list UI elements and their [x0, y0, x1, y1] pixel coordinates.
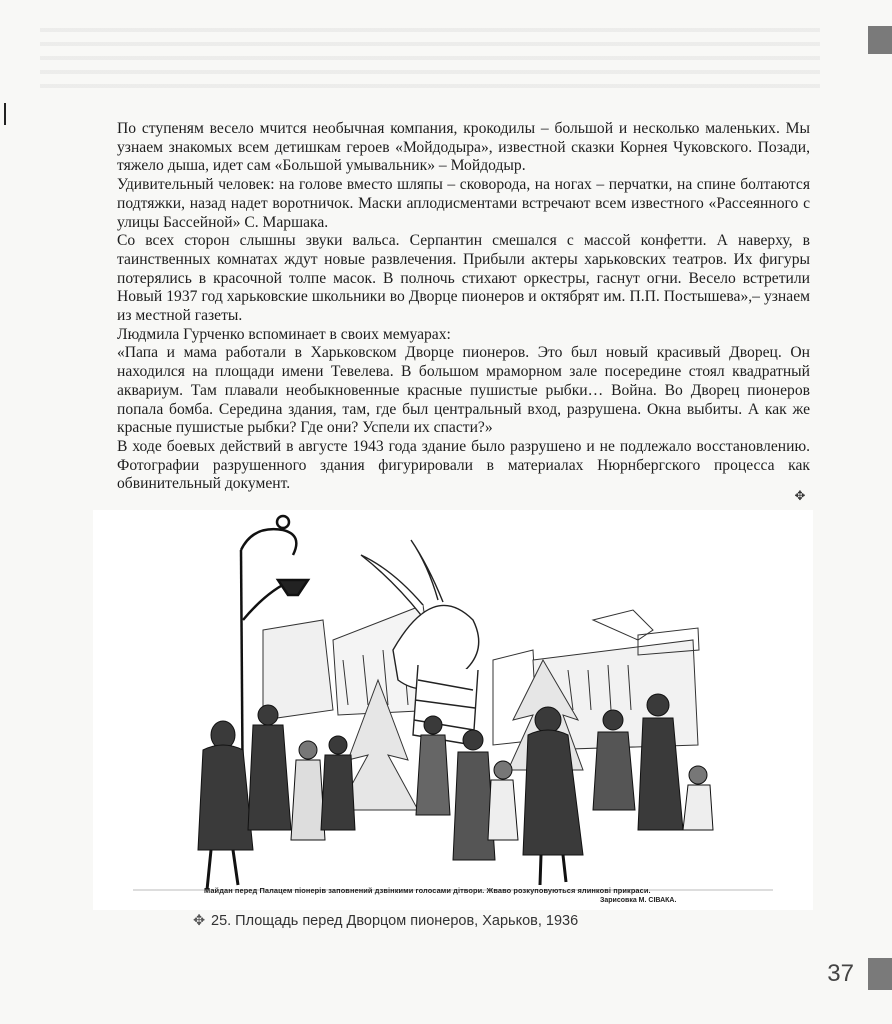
- quote-paragraph: «Папа и мама работали в Харьковском Дворце пионеров. Это был новый красивый Дворец. Он находился на площади имени Тевелева. В большом мраморном зале посередине стоял квадратный аквариум. Там плавали необыкновенные красные пушистые рыбки… Война. Во Дворец пионеров попала бомба. Середина здания, там, где был центральный вход, разрушена. Окна выбиты. А как же красные пушистые рыбки? Где они? Успели их спасти?»: [117, 344, 810, 437]
- figure-caption-text: 25. Площадь перед Дворцом пионеров, Харьков, 1936: [211, 913, 579, 929]
- page-number: 37: [827, 960, 854, 987]
- paragraph-1: По ступеням весело мчится необычная компания, крокодилы – большой и несколько маленьких. Мы узнаем знакомых всем детишкам героев «Мойдодыра», известной сказки Корнея Чуковского. Позади, тяжело дыша, идет сам «Большой умывальник» – Мойдодыр.: [117, 120, 810, 175]
- illustration: [93, 510, 813, 910]
- buildings-sketch: [263, 605, 699, 750]
- bleed-through-text: [40, 28, 820, 88]
- illustration-inner-caption: Майдан перед Палацем піонерів заповнений дзвінкими голосами дітвори. Жваво розкуповуються ялинкові прикраси.: [204, 886, 651, 895]
- sketch-illustration: [93, 510, 813, 910]
- page-edge-tab-bottom: [868, 958, 892, 990]
- paragraph-4: Людмила Гурченко вспоминает в своих мемуарах:: [117, 325, 451, 343]
- paragraph-3: Со всех сторон слышны звуки вальса. Серпантин смешался с массой конфетти. А наверху, в таинственных комнатах ждут новые развлечения. Прибыли актеры харьковских театров. Их фигуры потерялись в красочной толпе масок. В полночь стихают оркестры, гаснут огни. Весело встретили Новый 1937 год харьковские школьники во Дворце пионеров и октябрят им. П.П. Постышева»,– узнаем из местной газеты.: [117, 232, 810, 325]
- illustration-credit: Зарисовка М. СІВАКА.: [600, 897, 677, 904]
- margin-mark: [4, 103, 6, 125]
- ornament-icon: ✥: [193, 913, 206, 929]
- page-edge-tab-top: [868, 26, 892, 54]
- figure-caption: [193, 913, 578, 929]
- paragraph-2: Удивительный человек: на голове вместо шляпы – сковорода, на ногах – перчатки, на спине болтаются подтяжки, назад надет воротничок. Маски аплодисментами встречают всем известного «Рассеянного с улицы Бассейной» С. Маршака.: [117, 176, 810, 231]
- body-text: [117, 120, 810, 494]
- ornament-icon: ✥: [794, 488, 806, 503]
- paragraph-6: В ходе боевых действий в августе 1943 года здание было разрушено и не подлежало восстановлению. Фотографии разрушенного здания фигурировали в материалах Нюрнбергского процесса как обвинительный документ.: [117, 437, 810, 493]
